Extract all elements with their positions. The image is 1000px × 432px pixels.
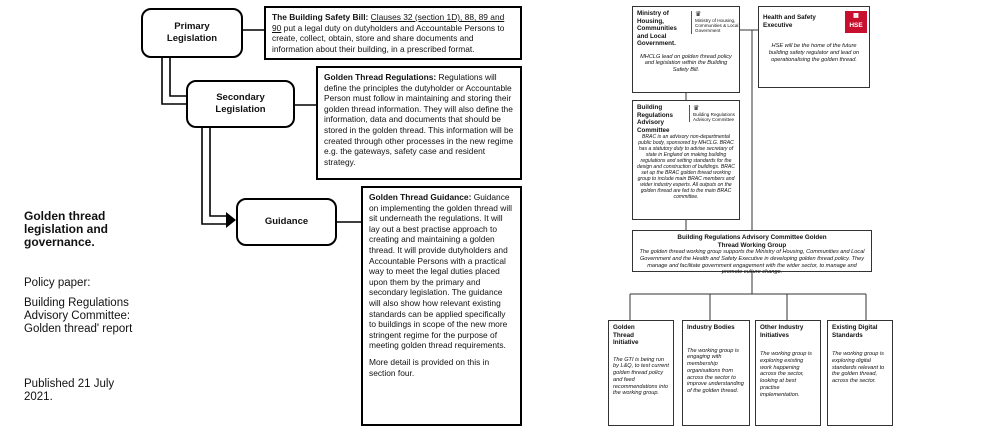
child-desc: The GTI is being run by L&Q, to test current golden thread policy and feed recommendations into the working group. [613,356,669,397]
guid-title: Golden Thread Guidance: [369,192,472,202]
caption-title: Golden thread legislation and governance. [24,209,109,249]
regs-text: Regulations will define the principles the dutyholder or Accountable Person must follow in maintaining and storing their golden thread information. They will also define the information, data and documents that should be stored in the golden thread. This information will be created through other processes in the new regime e.g. the gateways, safety case and resident strategy. [324,72,514,167]
mhclg-title: Ministry of Housing, Communities and Local Government. [637,10,677,47]
mhclg-logo [691,11,741,34]
child-title: Industry Bodies [687,324,735,331]
bill-clauses-link[interactable]: Clauses 32 (section 1D), 88, 89 and 90 [272,12,505,33]
crown-icon: ♛ [695,11,702,18]
secondary-label: Secondary Legislation [215,92,266,115]
brac-logo [689,105,741,122]
regs-title: Golden Thread Regulations: [324,72,437,82]
child-box-existing-digital-standards [827,320,893,426]
mhclg-desc: MHCLG lead on golden thread policy and legislation within the Building Safety Bill. [640,53,732,74]
wg-desc: The golden thread working group supports the Ministry of Housing, Communities and Local Government and the Health and Safety Executive in developing golden thread policy. They manage and facilitate government engagement with the wider sector, to manage and promote culture change. [639,249,865,276]
hse-desc: HSE will be the home of the future building safety regulator and lead on operationalising the golden thread. [768,43,860,63]
secondary-legislation-box [186,80,295,128]
working-group-box [632,230,872,276]
guidance-label: Guidance [264,216,309,227]
child-box-industry-bodies [682,320,750,426]
child-desc: The working group is exploring digital standards relevant to the golden thread, across the sector. [832,351,885,385]
hse-title: Health and Safety Executive [763,14,816,29]
guid-more: More detail is provided on this in section four. [369,356,490,378]
hse-logo [845,11,867,33]
child-title: Golden Thread Initiative [613,324,639,346]
brac-desc: BRAC is an advisory non-departmental public body, sponsored by MHCLG. BRAC has a statutory duty to advise secretary of state in England on making building regulations and setting standards for the design and construction of buildings. BRAC set up the BRAC golden thread working group to include main BRAC members and wider industry experts. All outputs on the golden thread are fed to the main BRAC committee. [637,134,735,200]
child-box-golden-thread-initiative [608,320,674,426]
bill-title: The Building Safety Bill: [272,12,369,22]
golden-thread-guidance-box [361,186,522,426]
child-desc: The working group is exploring existing work happening across the sector, looking at best practise implementation. [760,351,812,398]
published-date: Published 21 July 2021. [24,378,115,403]
child-title: Other Industry Initiatives [760,324,804,339]
child-title: Existing Digital Standards [832,324,878,339]
primary-label: Primary Legislation [166,21,218,44]
child-desc: The working group is engaging with membership organisations from across the sector to improve understanding of the golden thread. [687,347,744,395]
policy-label: Policy paper: [24,277,91,289]
mhclg-logo-text: Ministry of Housing, Communities & Local Government [695,18,739,34]
bill-text: put a legal duty on dutyholders and Accountable Persons to create, collect, obtain, store and share documents and information about their building, in a prescribed format. [272,22,505,54]
hse-box [758,6,870,88]
arrow-guidance [226,212,236,228]
guidance-box [236,198,337,246]
guid-text: Guidance on implementing the golden thread will sit underneath the regulations. It will lay out a best practise approach to creating and maintaining a golden thread. It will provide dutyholders and Accountable Persons with a practical way to meet the legal duties placed upon them by the primary and secondary legislation. The guidance will also show how relevant existing standards can be applied specifically to buildings in scope of the new more stringent regime for the purpose of meeting golden thread requirements. [369,192,512,351]
policy-name: Building Regulations Advisory Committee: Golden thread' report [24,297,133,335]
brac-title: Building Regulations Advisory Committee [637,104,674,134]
wg-title: Building Regulations Advisory Committee Golden Thread Working Group [677,234,827,249]
child-box-other-industry-initiatives [755,320,821,426]
crown-icon: ♛ [693,105,700,112]
golden-thread-regulations-box [316,66,522,180]
building-safety-bill-box [264,6,522,60]
primary-legislation-box [141,8,243,58]
hse-logo-text: HSE [849,22,863,29]
brac-logo-text: Building Regulations Advisory Committee [693,112,735,123]
hse-logo-icon: ▦ [853,13,859,19]
brac-box [632,100,740,220]
mhclg-box [632,6,740,93]
